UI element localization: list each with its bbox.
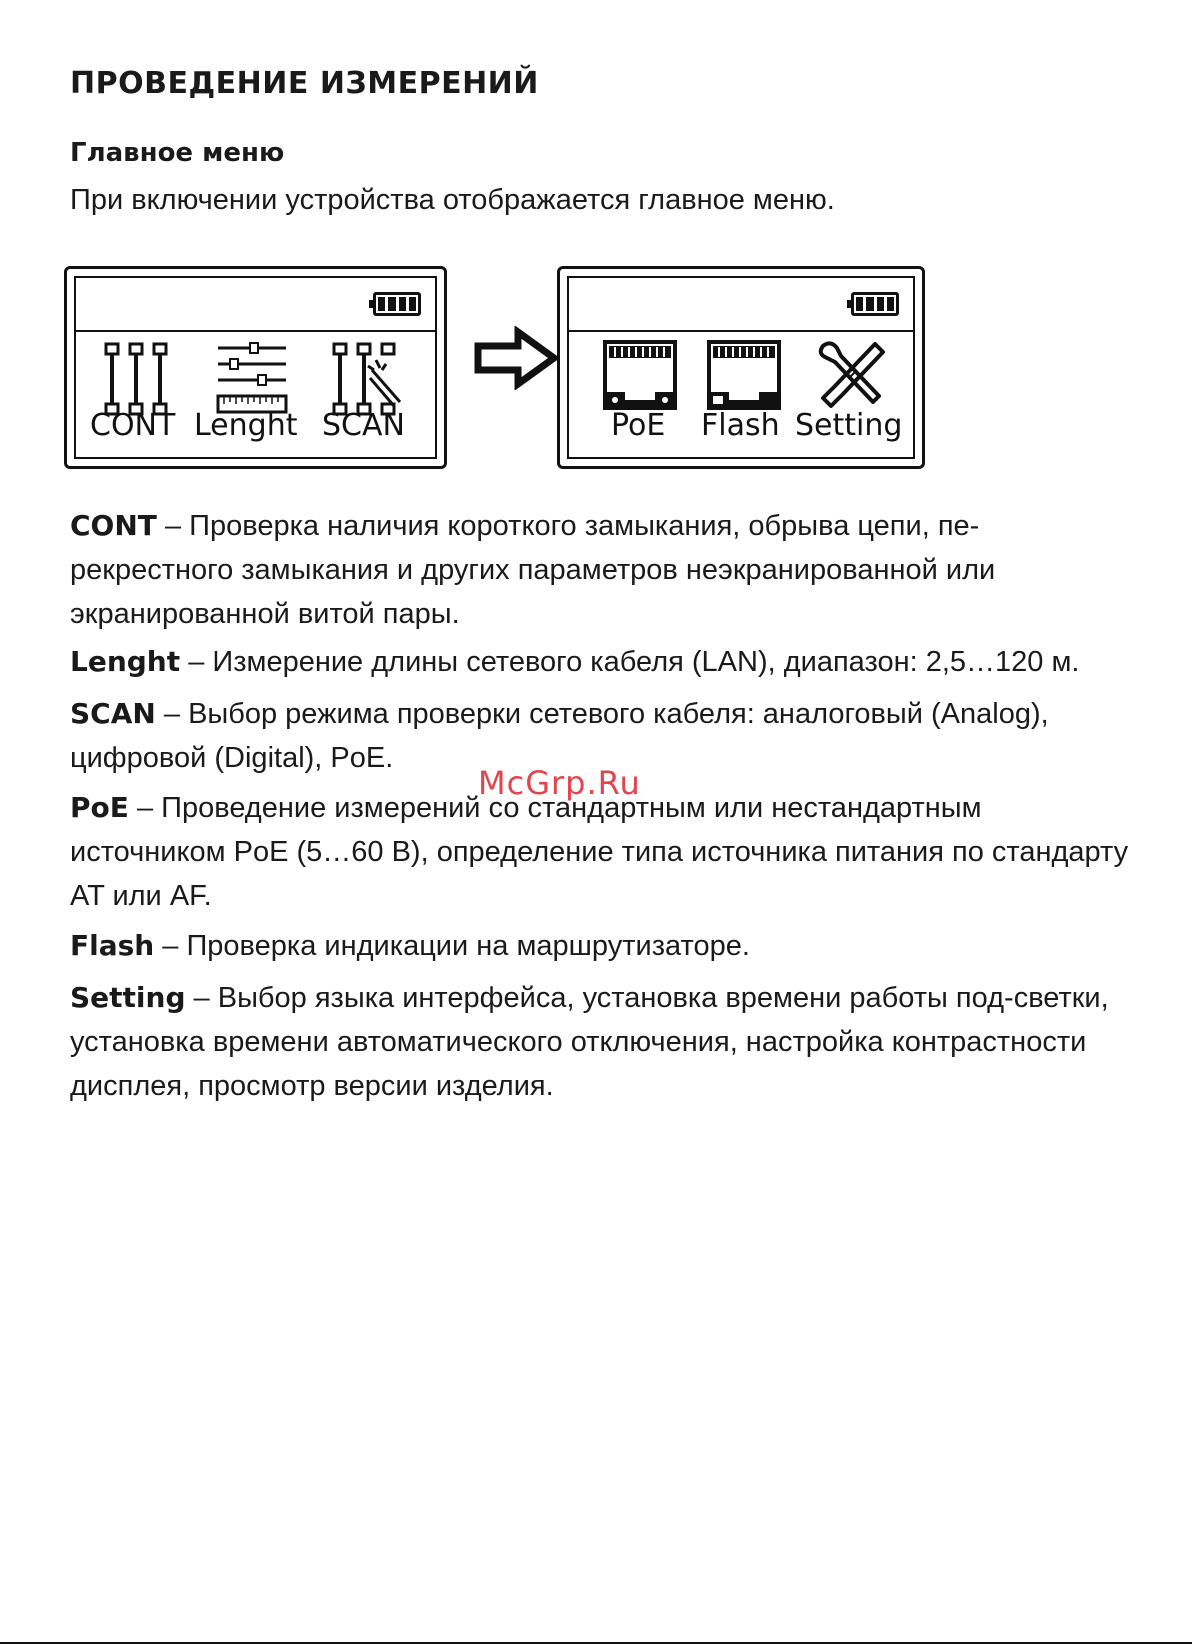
battery-icon <box>373 292 421 316</box>
term: PoE <box>70 791 129 824</box>
lcd-screen-main-2 <box>557 266 925 469</box>
menu-label-poe: PoE <box>611 408 666 443</box>
sliders-ruler-icon <box>216 342 288 418</box>
term: Flash <box>70 929 155 962</box>
menu-screens-figure <box>64 266 974 472</box>
watermark: McGrp.Ru <box>478 764 641 802</box>
menu-label-cont: CONT <box>90 408 176 443</box>
menu-label-scan: SCAN <box>322 408 405 443</box>
lcd-screen-main-1 <box>64 266 447 469</box>
battery-icon <box>851 292 899 316</box>
description-poe <box>70 786 1140 918</box>
definition: – Проверка индикации на маршрутизаторе. <box>154 930 750 962</box>
menu-label-setting: Setting <box>795 408 903 443</box>
definition: – Измерение длины сетевого кабеля (LAN), диапазон: 2,5…120 м. <box>180 646 1080 678</box>
lcd-status-bar <box>76 278 435 332</box>
description-setting <box>70 976 1140 1108</box>
cable-pairs-icon <box>104 342 174 418</box>
arrow-right-icon <box>474 326 560 390</box>
term: SCAN <box>70 697 156 730</box>
description-flash <box>70 924 1140 968</box>
page-title: ПРОВЕДЕНИЕ ИЗМЕРЕНИЙ <box>70 66 539 101</box>
menu-label-flash: Flash <box>701 408 780 443</box>
tools-icon <box>813 338 889 412</box>
rj45-poe-icon <box>603 340 677 412</box>
section-title: Главное меню <box>70 138 285 168</box>
description-cont <box>70 504 1140 636</box>
term: CONT <box>70 509 157 542</box>
term: Lenght <box>70 645 181 678</box>
definition: – Выбор языка интерфейса, установка времени работы под-светки, установка времени автоматического отключения, настройка контрастности дисплея, просмотр версии изделия. <box>70 982 1109 1102</box>
definition: – Проверка наличия короткого замыкания, обрыва цепи, пе-рекрестного замыкания и других параметров неэкранированной или экранированной витой пары. <box>70 510 996 630</box>
menu-label-lenght: Lenght <box>194 408 298 443</box>
scan-cable-icon <box>332 342 404 418</box>
lcd-status-bar <box>569 278 913 332</box>
definition: – Выбор режима проверки сетевого кабеля: аналоговый (Analog), цифровой (Digital), PoE. <box>70 698 1049 774</box>
definition: – Проведение измерений со стандартным или нестандартным источником PoE (5…60 В), определение типа источника питания по стандарту AT или AF. <box>70 792 1129 912</box>
term: Setting <box>70 981 186 1014</box>
intro-text: При включении устройства отображается главное меню. <box>70 184 835 216</box>
rj45-flash-icon <box>707 340 781 412</box>
description-lenght <box>70 640 1140 684</box>
footer-divider <box>0 1642 1192 1644</box>
